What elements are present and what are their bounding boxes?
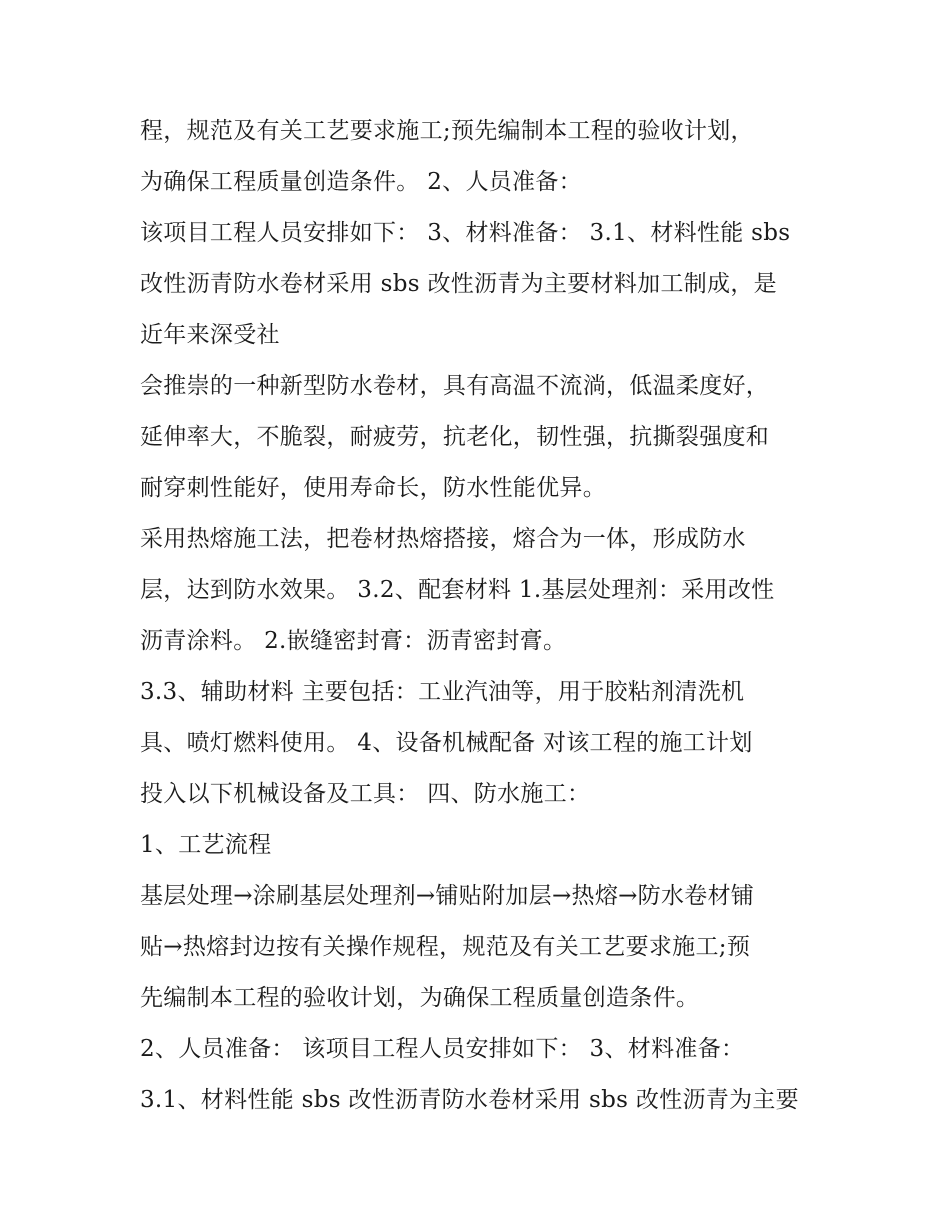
- text-line: 具、喷灯燃料使用。 4、设备机械配备 对该工程的施工计划: [140, 730, 753, 756]
- text-line: 该项目工程人员安排如下： 3、材料准备： 3.1、材料性能 sbs: [140, 220, 791, 246]
- text-line: 沥青涂料。 2.嵌缝密封膏：沥青密封膏。: [140, 628, 567, 654]
- text-line: 基层处理→涂刷基层处理剂→铺贴附加层→热熔→防水卷材铺: [140, 883, 755, 909]
- text-line: 投入以下机械设备及工具： 四、防水施工：: [140, 781, 591, 807]
- text-line: 改性沥青防水卷材采用 sbs 改性沥青为主要材料加工制成，是: [140, 271, 777, 297]
- text-line: 贴→热熔封边按有关操作规程，规范及有关工艺要求施工;预: [140, 934, 751, 960]
- text-line: 层，达到防水效果。 3.2、配套材料 1.基层处理剂：采用改性: [140, 577, 775, 603]
- text-line: 1、工艺流程: [140, 832, 272, 858]
- text-line: 会推崇的一种新型防水卷材，具有高温不流淌，低温柔度好，: [140, 373, 770, 399]
- document-page: [140, 106, 830, 1126]
- text-line: 先编制本工程的验收计划，为确保工程质量创造条件。: [140, 985, 700, 1011]
- text-line: 采用热熔施工法，把卷材热熔搭接，熔合为一体，形成防水: [140, 526, 746, 552]
- text-line: 延伸率大，不脆裂，耐疲劳，抗老化，韧性强，抗撕裂强度和: [140, 424, 770, 450]
- text-line: 2、人员准备： 该项目工程人员安排如下： 3、材料准备：: [140, 1036, 745, 1062]
- text-line: 3.3、辅助材料 主要包括：工业汽油等，用于胶粘剂清洗机: [140, 679, 745, 705]
- text-line: 程，规范及有关工艺要求施工;预先编制本工程的验收计划，: [140, 118, 754, 144]
- text-line: 为确保工程质量创造条件。 2、人员准备：: [140, 169, 582, 195]
- text-line: 3.1、材料性能 sbs 改性沥青防水卷材采用 sbs 改性沥青为主要: [140, 1087, 799, 1113]
- text-line: 近年来深受社: [140, 322, 280, 348]
- text-line: 耐穿刺性能好，使用寿命长，防水性能优异。: [140, 475, 606, 501]
